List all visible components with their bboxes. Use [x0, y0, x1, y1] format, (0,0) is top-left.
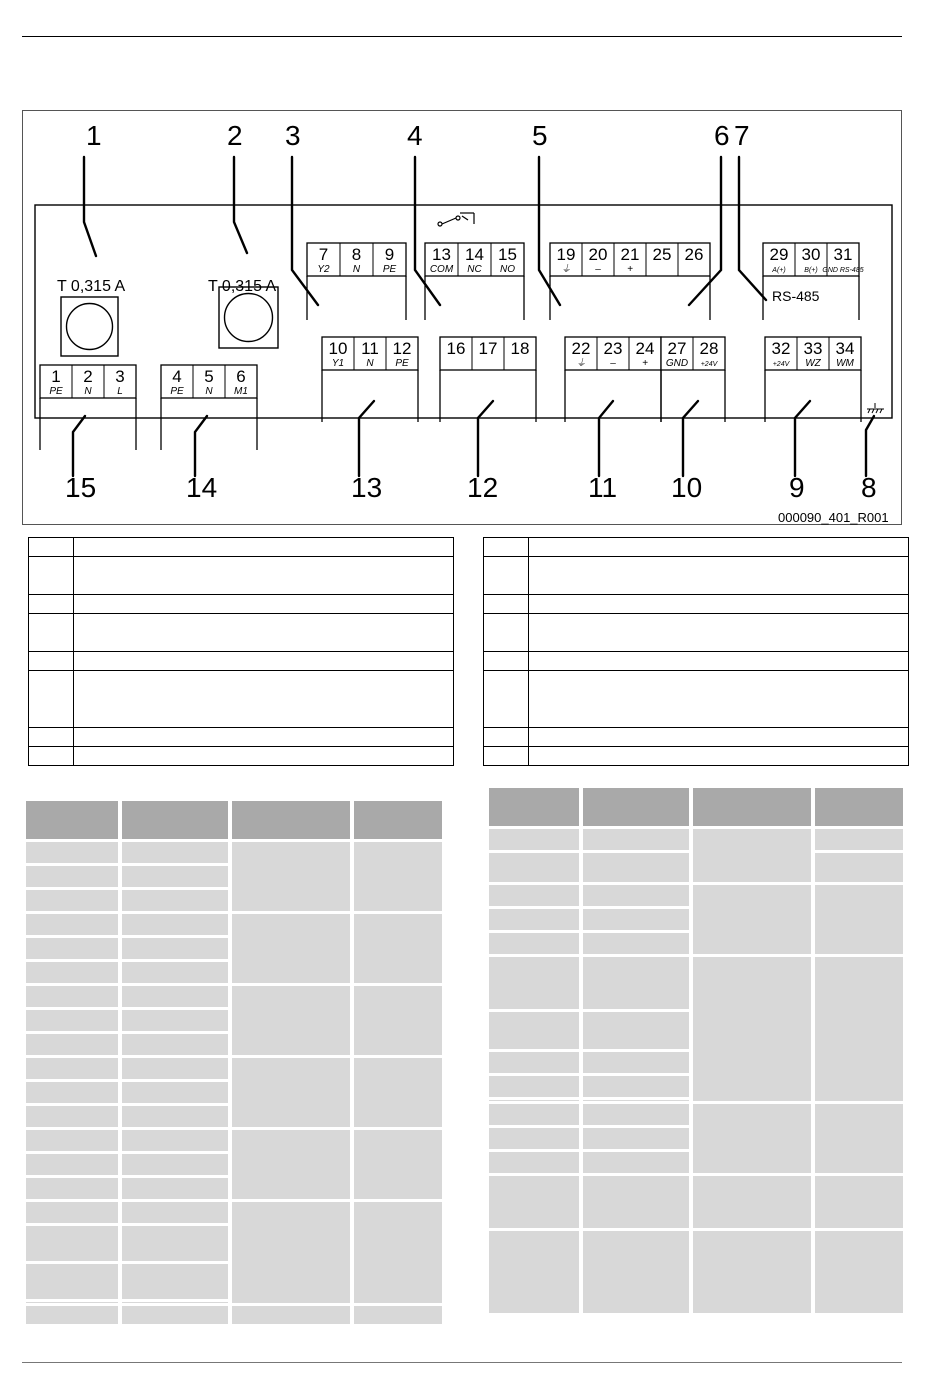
terminal-15-number: 15 [498, 245, 517, 264]
top-rule [22, 36, 902, 37]
terminal-21-signal: + [627, 264, 633, 275]
table-row [489, 829, 903, 850]
diagram-frame [23, 111, 902, 525]
terminal-7-signal: Y2 [317, 264, 330, 275]
callout-leader-line [739, 157, 766, 300]
legend-row [484, 614, 909, 652]
table-header-row [489, 788, 903, 826]
terminal-table-left [22, 798, 446, 1327]
terminal-12-number: 12 [392, 339, 412, 358]
terminal-12-signal: PE [395, 358, 409, 369]
terminal-33-number: 33 [803, 339, 823, 358]
fuse-2-cap [225, 294, 273, 342]
table-row [26, 1058, 442, 1079]
terminal-2-number: 2 [83, 367, 93, 386]
terminal-13-signal: COM [429, 264, 454, 275]
terminal-17-number: 17 [478, 339, 498, 358]
legend-row [29, 728, 454, 747]
callout-leader-line [795, 401, 810, 476]
terminal-block-7-9 [307, 243, 406, 320]
table-row [489, 1104, 903, 1125]
callout-leader-line [689, 157, 721, 305]
terminal-block-29-31 [763, 243, 864, 320]
earth-symbol [867, 403, 884, 413]
terminal-13-number: 13 [432, 245, 451, 264]
table-row [489, 1176, 903, 1228]
terminal-10-signal: Y1 [331, 358, 345, 369]
terminal-15-signal: NO [500, 264, 515, 275]
table-row [26, 842, 442, 863]
callout-2: 2 [227, 120, 243, 151]
table-row [26, 914, 442, 935]
terminal-34-number: 34 [835, 339, 855, 358]
terminal-block-22-24 [565, 337, 661, 422]
terminal-18-number: 18 [510, 339, 530, 358]
terminal-block-16-18 [440, 337, 536, 422]
terminal-4-signal: PE [170, 386, 184, 397]
legend-row [29, 557, 454, 595]
terminal-16-number: 16 [446, 339, 466, 358]
terminal-3-number: 3 [115, 367, 125, 386]
terminal-9-number: 9 [384, 245, 395, 264]
fuse-1-label: T 0,315 A [57, 278, 126, 295]
callout-4: 4 [407, 120, 423, 151]
callout-9: 9 [789, 472, 805, 503]
terminal-31-number: 31 [833, 245, 853, 264]
callout-10: 10 [671, 472, 703, 503]
terminal-5-number: 5 [204, 367, 214, 386]
terminal-wiring-diagram [22, 110, 902, 525]
terminal-22-signal: ⏚ [576, 358, 586, 369]
terminal-29-signal: A(+) [772, 267, 786, 274]
legend-row [29, 595, 454, 614]
terminal-30-signal: B(+) [804, 267, 818, 274]
terminal-28-signal: +24V [700, 361, 718, 368]
callout-6: 6 [714, 120, 730, 151]
terminal-23-signal: – [610, 358, 616, 369]
callout-14: 14 [186, 472, 218, 503]
terminal-14-number: 14 [465, 245, 484, 264]
terminal-24-number: 24 [635, 339, 655, 358]
fuse-1-holder [61, 297, 118, 356]
terminal-27-signal: GND [665, 358, 689, 369]
terminal-1-signal: PE [49, 386, 63, 397]
terminal-2-signal: N [84, 386, 92, 397]
bottom-rule [22, 1362, 902, 1363]
terminal-6-number: 6 [236, 367, 246, 386]
callout-leader-line [359, 401, 374, 476]
legend-row [484, 538, 909, 557]
callout-1: 1 [86, 120, 102, 151]
terminal-5-signal: N [205, 386, 213, 397]
callout-leader-line [195, 416, 207, 476]
callout-leader-line [599, 401, 613, 476]
callout-leader-line [683, 401, 698, 476]
terminal-4-number: 4 [172, 367, 182, 386]
fuse-1-cap [67, 304, 113, 350]
terminal-7-number: 7 [318, 245, 329, 264]
table-row [26, 1130, 442, 1151]
terminal-32-number: 32 [771, 339, 791, 358]
terminal-11-signal: N [366, 358, 374, 369]
callout-5: 5 [532, 120, 548, 151]
terminal-1-number: 1 [51, 367, 61, 386]
terminal-34-signal: WM [836, 358, 854, 369]
table-row [26, 986, 442, 1007]
legend-row [29, 614, 454, 652]
legend-row [29, 671, 454, 728]
terminal-22-number: 22 [571, 339, 591, 358]
table-header-row [26, 801, 442, 839]
terminal-21-number: 21 [620, 245, 640, 264]
table-row [26, 1202, 442, 1223]
terminal-9-signal: PE [382, 264, 397, 275]
callout-15: 15 [65, 472, 97, 503]
terminal-block-10-12 [322, 337, 418, 422]
image-code: 000090_401_R001 [778, 510, 889, 525]
callout-leader-line [73, 416, 85, 476]
terminal-6-signal: M1 [234, 386, 248, 397]
terminal-32-signal: +24V [772, 361, 790, 368]
terminal-11-number: 11 [361, 339, 379, 358]
terminal-29-number: 29 [769, 245, 789, 264]
callout-8: 8 [861, 472, 877, 503]
legend-table-right [483, 537, 909, 766]
terminal-28-number: 28 [699, 339, 719, 358]
terminal-block-4-6 [161, 365, 257, 450]
callout-leader-line [415, 157, 440, 305]
fuse-2-holder [219, 287, 278, 348]
terminal-26-number: 26 [684, 245, 704, 264]
callout-3: 3 [285, 120, 301, 151]
relay-contact-symbol [438, 213, 474, 226]
terminal-33-signal: WZ [805, 358, 821, 369]
rs485-label: RS-485 [772, 288, 820, 304]
table-row [489, 1231, 903, 1313]
callout-12: 12 [467, 472, 499, 503]
legend-table-left [28, 537, 454, 766]
callout-leader-line [478, 401, 493, 476]
table-row [489, 885, 903, 906]
legend-row [484, 557, 909, 595]
callout-leader-line [292, 157, 318, 305]
terminal-24-signal: + [642, 358, 648, 369]
terminal-block-13-15 [425, 243, 524, 320]
callout-leader-line [866, 416, 874, 476]
terminal-31-signal: GND RS-485 [822, 267, 864, 274]
terminal-27-number: 27 [667, 339, 687, 358]
terminal-8-signal: N [352, 264, 361, 275]
table-row [489, 957, 903, 1009]
terminal-20-number: 20 [588, 245, 608, 264]
terminal-30-number: 30 [801, 245, 821, 264]
legend-row [484, 652, 909, 671]
callout-11: 11 [588, 472, 618, 503]
terminal-19-signal: ⏚ [561, 264, 571, 275]
terminal-table-right [485, 785, 907, 1316]
terminal-block-27-28 [661, 337, 725, 422]
table-row [26, 1306, 442, 1324]
callout-13: 13 [351, 472, 383, 503]
terminal-25-number: 25 [652, 245, 672, 264]
legend-row [484, 595, 909, 614]
terminal-10-number: 10 [328, 339, 348, 358]
terminal-23-number: 23 [603, 339, 623, 358]
legend-row [29, 747, 454, 766]
terminal-14-signal: NC [467, 264, 482, 275]
terminal-block-1-3 [40, 365, 136, 450]
callout-leader-line [84, 157, 96, 256]
legend-row [29, 652, 454, 671]
terminal-8-number: 8 [351, 245, 362, 264]
legend-row [484, 747, 909, 766]
terminal-block-19-26 [550, 243, 710, 320]
legend-row [484, 671, 909, 728]
legend-row [29, 538, 454, 557]
terminal-block-32-34 [765, 337, 861, 422]
fuse-2-label: T 0,315 A [208, 278, 277, 295]
legend-row [484, 728, 909, 747]
terminal-3-signal: L [117, 386, 123, 397]
callout-7: 7 [734, 120, 750, 151]
terminal-19-number: 19 [556, 245, 576, 264]
terminal-20-signal: – [595, 264, 601, 275]
